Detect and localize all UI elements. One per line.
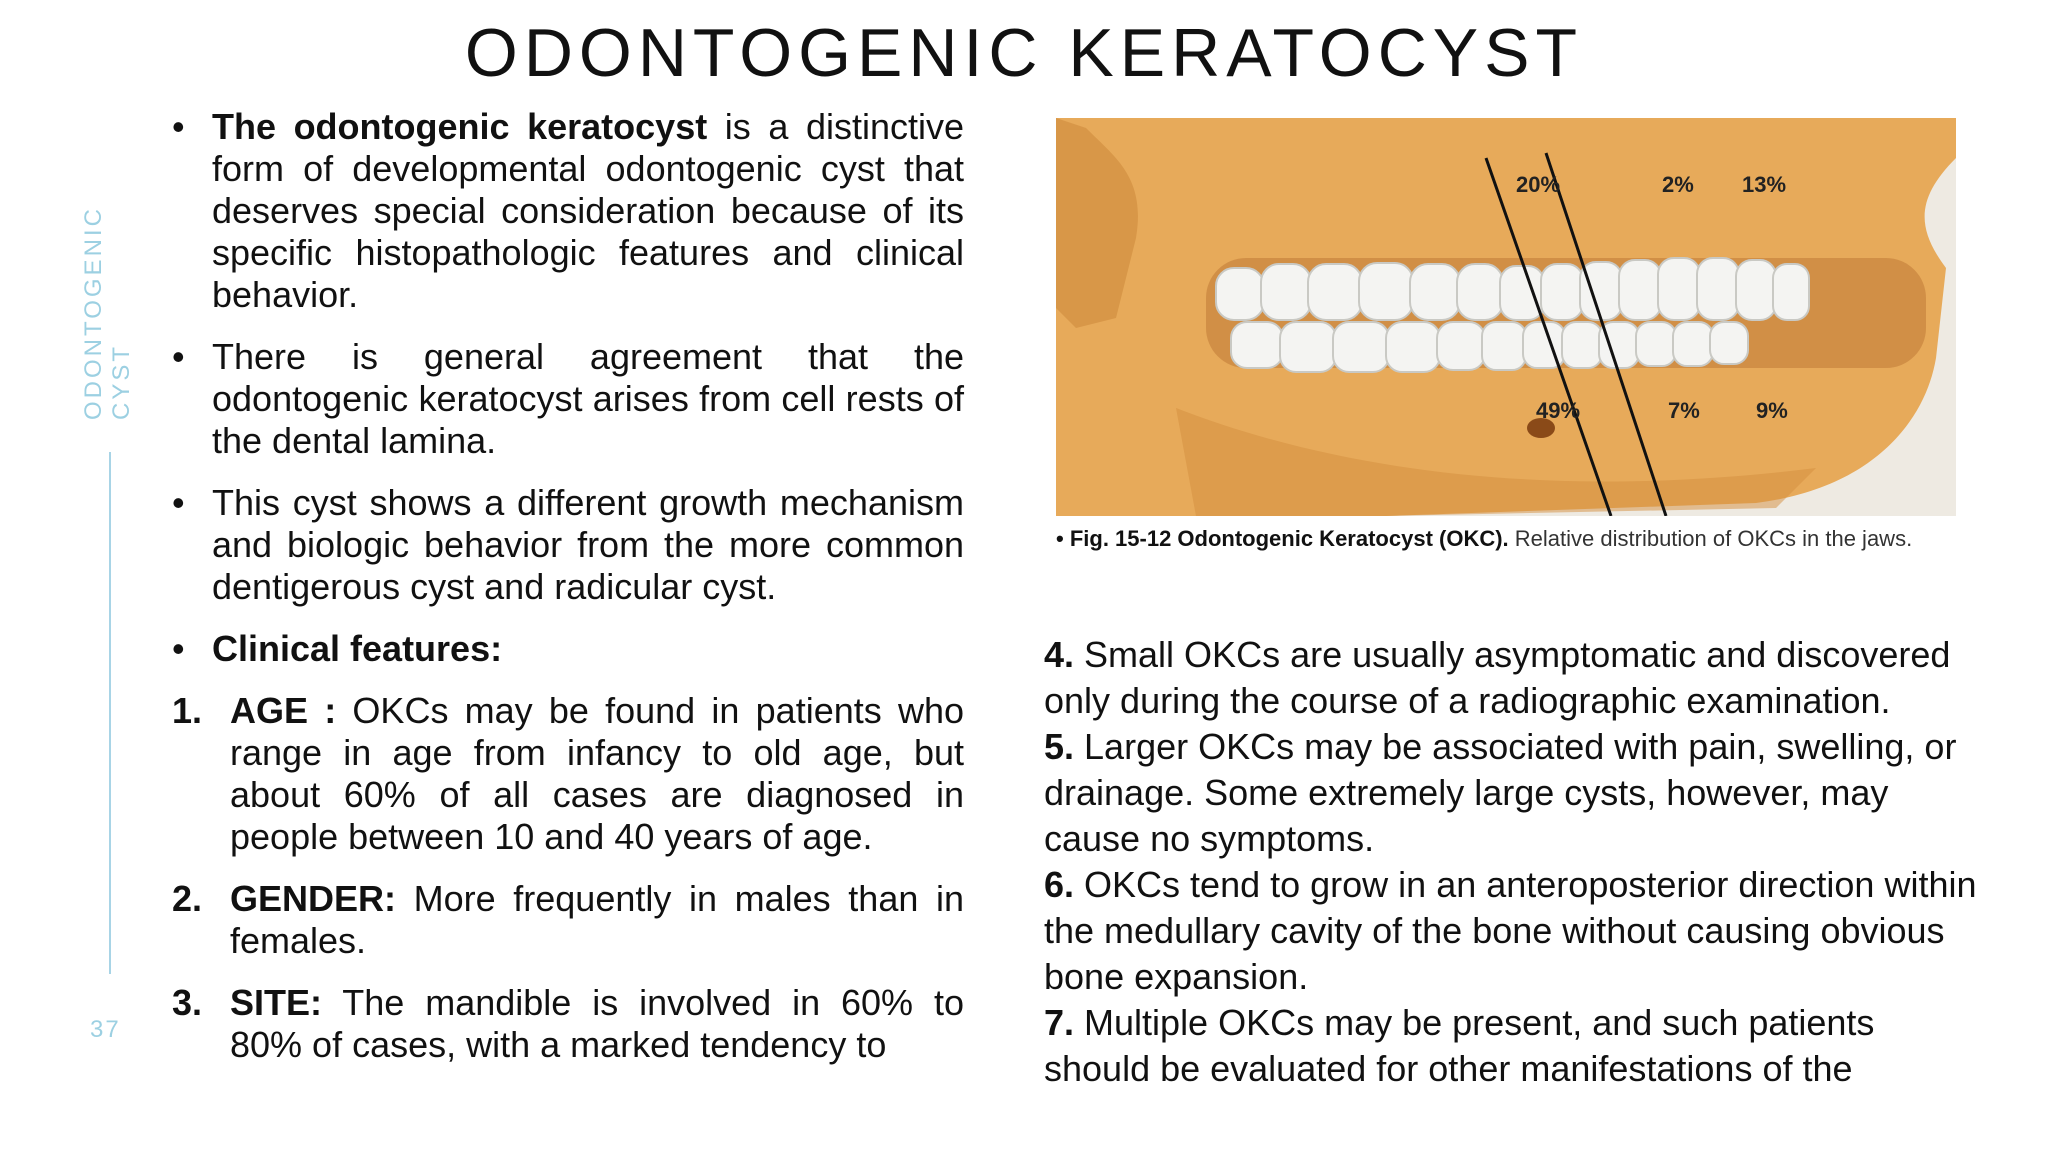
- list-item-number: 3.: [172, 982, 203, 1023]
- bullet-growth-text: This cyst shows a different growth mechanism and biologic behavior from the more common dentigerous cyst and radicular cyst.: [212, 482, 964, 607]
- bullet-origin: [172, 336, 964, 462]
- list-item-text: Larger OKCs may be associated with pain, swelling, or drainage. Some extremely large cysts, however, may cause no symptoms.: [1044, 726, 1957, 859]
- side-label-line-1: ODONTOGENIC: [80, 206, 107, 420]
- left-text-column: [172, 106, 964, 1086]
- list-item-number: 5.: [1044, 726, 1075, 767]
- list-item-text: OKCs may be found in patients who range in age from infancy to old age, but about 60% of all cases are diagnosed in people between 10 and 40 years of age.: [230, 690, 964, 857]
- list-item-site: [172, 982, 964, 1066]
- bullet-definition-text: is a distinctive form of developmental odontogenic cyst that deserves special consideration because of its specific histopathologic features and clinical behavior.: [212, 106, 965, 315]
- list-item-text: The mandible is involved in 60% to 80% of cases, with a marked tendency to: [230, 982, 964, 1065]
- list-item-label: SITE:: [230, 982, 323, 1023]
- side-divider-line: [109, 452, 111, 974]
- caption-bullet: •: [1056, 526, 1064, 551]
- percent-label: 20%: [1516, 172, 1561, 197]
- percent-label: 9%: [1756, 398, 1788, 423]
- list-item-text: Multiple OKCs may be present, and such patients should be evaluated for other manifestations of the: [1044, 1002, 1875, 1089]
- list-item-number: 7.: [1044, 1002, 1075, 1043]
- percent-label: 2%: [1662, 172, 1694, 197]
- list-item-text: Small OKCs are usually asymptomatic and discovered only during the course of a radiographic examination.: [1044, 634, 1951, 721]
- caption-text: Relative distribution of OKCs in the jaws.: [1508, 526, 1913, 551]
- list-item-number: 6.: [1044, 864, 1075, 905]
- bullet-clinical-features: [172, 628, 964, 670]
- list-item-asymptomatic: [1044, 632, 1984, 724]
- jaw-illustration: [1056, 118, 1956, 516]
- right-text-column: [1044, 632, 1984, 1092]
- caption-title: Fig. 15-12 Odontogenic Keratocyst (OKC).: [1069, 526, 1509, 551]
- percent-label: 49%: [1536, 398, 1581, 423]
- list-item-age: [172, 690, 964, 858]
- bullet-origin-text: There is general agreement that the odontogenic keratocyst arises from cell rests of the dental lamina.: [212, 336, 964, 461]
- bullet-definition-bold: The odontogenic keratocyst: [212, 106, 708, 147]
- slide-title: ODONTOGENIC KERATOCYST: [464, 15, 1584, 91]
- bullet-growth: [172, 482, 964, 608]
- list-item-number: 1.: [172, 690, 203, 731]
- list-item-text: OKCs tend to grow in an anteroposterior direction within the medullary cavity of the bone without causing obvious bone expansion.: [1044, 864, 1977, 997]
- list-item-label: AGE :: [230, 690, 337, 731]
- percent-label: 7%: [1668, 398, 1700, 423]
- page-number: 37: [90, 1016, 121, 1043]
- list-item-text: More frequently in males than in females.: [230, 878, 964, 961]
- list-item-number: 4.: [1044, 634, 1075, 675]
- list-item-number: 2.: [172, 878, 203, 919]
- list-item-label: GENDER:: [230, 878, 397, 919]
- list-item-multiple: [1044, 1000, 1984, 1092]
- jaw-distribution-figure: [1056, 118, 1956, 516]
- bullet-definition: [172, 106, 964, 316]
- clinical-features-heading: Clinical features:: [212, 628, 503, 669]
- side-label-line-2: CYST: [108, 343, 135, 420]
- figure-caption: [1056, 526, 1956, 552]
- list-item-symptoms: [1044, 724, 1984, 862]
- percent-label: 13%: [1742, 172, 1787, 197]
- side-section-label: [80, 190, 136, 420]
- list-item-growth-direction: [1044, 862, 1984, 1000]
- list-item-gender: [172, 878, 964, 962]
